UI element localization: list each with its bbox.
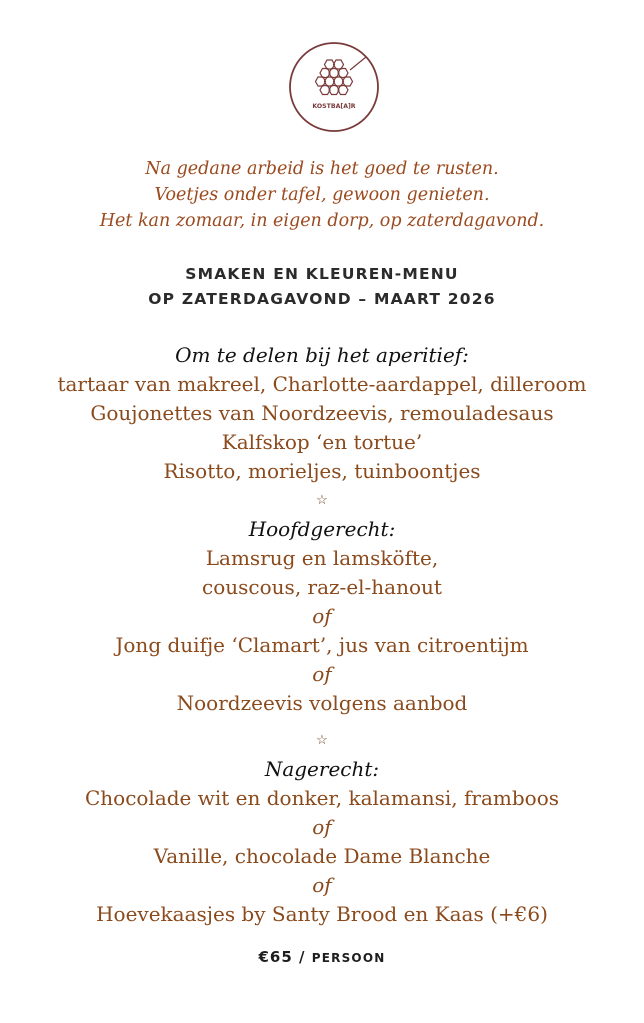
restaurant-logo bbox=[288, 41, 380, 133]
dish-item: Risotto, morieljes, tuinboontjes bbox=[163, 459, 481, 483]
heading-line: OP ZATERDAGAVOND – MAART 2026 bbox=[148, 290, 496, 308]
dish-item: couscous, raz-el-hanout bbox=[202, 575, 442, 599]
star-separator-icon: ☆ bbox=[316, 493, 328, 508]
price-unit: PERSOON bbox=[311, 951, 386, 965]
dish-item: Kalfskop ‘en tortue’ bbox=[221, 430, 423, 454]
or-separator: of bbox=[312, 604, 332, 628]
heading-line: SMAKEN EN KLEUREN-MENU bbox=[185, 265, 459, 283]
or-separator: of bbox=[312, 873, 332, 897]
intro-line: Het kan zomaar, in eigen dorp, op zaterdagavond. bbox=[99, 211, 545, 231]
honeycomb-logo-icon bbox=[288, 41, 380, 133]
hoofdgerecht-title: Hoofdgerecht: bbox=[248, 517, 396, 541]
dish-item: Hoevekaasjes by Santy Brood en Kaas (+€6) bbox=[96, 902, 548, 926]
menu-list bbox=[0, 341, 644, 929]
or-separator: of bbox=[312, 662, 332, 686]
dish-item: tartaar van makreel, Charlotte-aardappel, dilleroom bbox=[57, 372, 587, 396]
price-per-person bbox=[0, 948, 644, 966]
or-separator: of bbox=[312, 815, 332, 839]
intro-text bbox=[0, 156, 644, 234]
logo-text: KOSTBA[A]R bbox=[312, 103, 356, 110]
dish-item: Chocolade wit en donker, kalamansi, framboos bbox=[84, 786, 560, 810]
dish-item: Jong duifje ‘Clamart’, jus van citroentijm bbox=[115, 633, 529, 657]
intro-line: Voetjes onder tafel, gewoon genieten. bbox=[154, 185, 490, 205]
dish-item: Vanille, chocolade Dame Blanche bbox=[153, 844, 491, 868]
dish-item: Goujonettes van Noordzeevis, remouladesaus bbox=[90, 401, 554, 425]
intro-line: Na gedane arbeid is het goed te rusten. bbox=[145, 159, 499, 179]
star-separator-icon: ☆ bbox=[316, 733, 328, 748]
aperitief-title: Om te delen bij het aperitief: bbox=[175, 343, 469, 367]
menu-heading bbox=[0, 262, 644, 312]
dish-item: Lamsrug en lamsköfte, bbox=[205, 546, 439, 570]
price-amount: €65 / bbox=[258, 948, 306, 966]
nagerecht-title: Nagerecht: bbox=[264, 757, 380, 781]
dish-item: Noordzeevis volgens aanbod bbox=[176, 691, 468, 715]
